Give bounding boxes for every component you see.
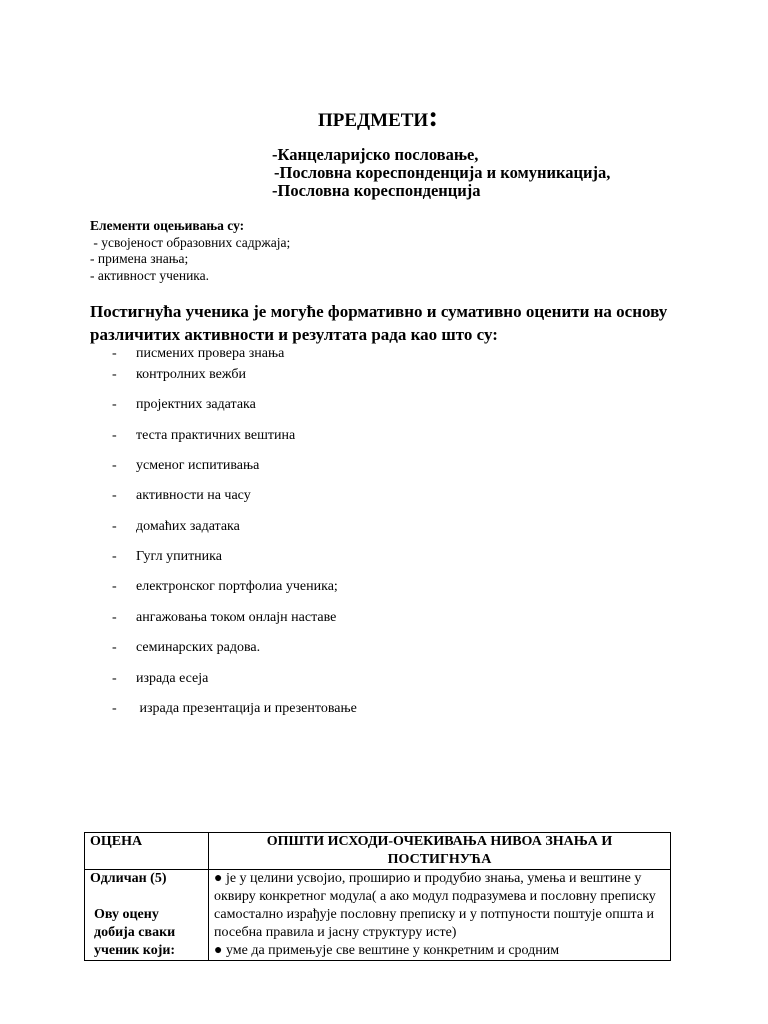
- list-item: [112, 346, 284, 362]
- list-item: [112, 549, 222, 565]
- list-item: [112, 610, 336, 626]
- list-item-text: контролних вежби: [136, 367, 247, 382]
- list-item-text: ангажовања током онлајн наставе: [136, 610, 337, 625]
- list-dash: -: [112, 488, 117, 503]
- list-item: [112, 458, 259, 474]
- list-item-text: усменог испитивања: [136, 458, 260, 473]
- title-colon: :: [428, 100, 439, 133]
- list-item: [112, 640, 260, 656]
- intro-paragraph: Постигнућа ученика је могуће формативно и сумативно оценити на основу различитих активности и резултата рада као што су:: [90, 302, 668, 344]
- list-item: [112, 488, 251, 504]
- list-dash: -: [112, 610, 117, 625]
- table-row: [85, 870, 671, 961]
- grade-cell: [85, 870, 209, 961]
- page-title: [318, 102, 438, 132]
- list-item-text: семинарских радова.: [136, 640, 261, 655]
- list-dash: -: [112, 346, 117, 361]
- list-item-text: електронског портфолиа ученика;: [136, 579, 338, 594]
- title-text: ПРЕДМЕТИ: [318, 110, 429, 131]
- list-item-text: писмених провера знања: [136, 346, 285, 361]
- element-item: - примена знања;: [90, 251, 189, 266]
- list-item: [112, 579, 338, 595]
- list-item: [112, 367, 246, 383]
- list-dash: -: [112, 549, 117, 564]
- outcome-item: ● је у целини усвојио, проширио и продубио знања, умења и вештине у оквиру конкретног модула( а ако модул подразумева и пословну преписку самостално израђује пословну преписку и у потпуности поштује општа и посебна правила и јасну структуру исте): [214, 871, 656, 940]
- list-item: [112, 428, 295, 444]
- assessment-elements: [90, 218, 290, 284]
- subjects-list: [272, 146, 610, 200]
- list-item-text: израда презентација и презентовање: [136, 701, 357, 716]
- list-item-text: теста практичних вештина: [136, 428, 296, 443]
- outcomes-cell: [209, 870, 671, 961]
- element-item: - усвојеност образовних садржаја;: [90, 234, 291, 250]
- grade-label: Одличан (5): [90, 871, 167, 886]
- header-outcomes: ОПШТИ ИСХОДИ-ОЧЕКИВАЊА НИВОА ЗНАЊА И ПОСТИГНУЋА: [209, 833, 671, 870]
- list-item-text: пројектних задатака: [136, 397, 256, 412]
- subject-item: -Пословна кореспонденција и комуникација,: [274, 163, 611, 182]
- list-dash: -: [112, 367, 117, 382]
- subject-item: -Канцеларијско пословање,: [272, 145, 479, 164]
- list-item: [112, 397, 256, 413]
- list-item-text: активности на часу: [136, 488, 251, 503]
- list-dash: -: [112, 701, 117, 716]
- list-item: [112, 701, 357, 717]
- list-dash: -: [112, 397, 117, 412]
- subject-item: -Пословна кореспонденција: [272, 181, 481, 200]
- list-dash: -: [112, 640, 117, 655]
- list-item-text: домаћих задатака: [136, 519, 240, 534]
- list-item: [112, 519, 240, 535]
- header-grade: ОЦЕНА: [85, 833, 209, 870]
- list-dash: -: [112, 458, 117, 473]
- list-item-text: Гугл упитника: [136, 549, 222, 564]
- list-item: [112, 671, 208, 687]
- list-dash: -: [112, 428, 117, 443]
- element-item: - активност ученика.: [90, 267, 210, 283]
- grade-note: Ову оцену добија сваки ученик који:: [94, 907, 176, 958]
- outcome-item: ● уме да примењује све вештине у конкретним и сродним: [214, 943, 560, 958]
- list-item-text: израда есеја: [136, 671, 209, 686]
- list-dash: -: [112, 671, 117, 686]
- list-dash: -: [112, 579, 117, 594]
- grading-table: [84, 832, 671, 961]
- elements-heading: Елементи оцењивања су:: [90, 218, 245, 233]
- table-row: [85, 833, 671, 870]
- list-dash: -: [112, 519, 117, 534]
